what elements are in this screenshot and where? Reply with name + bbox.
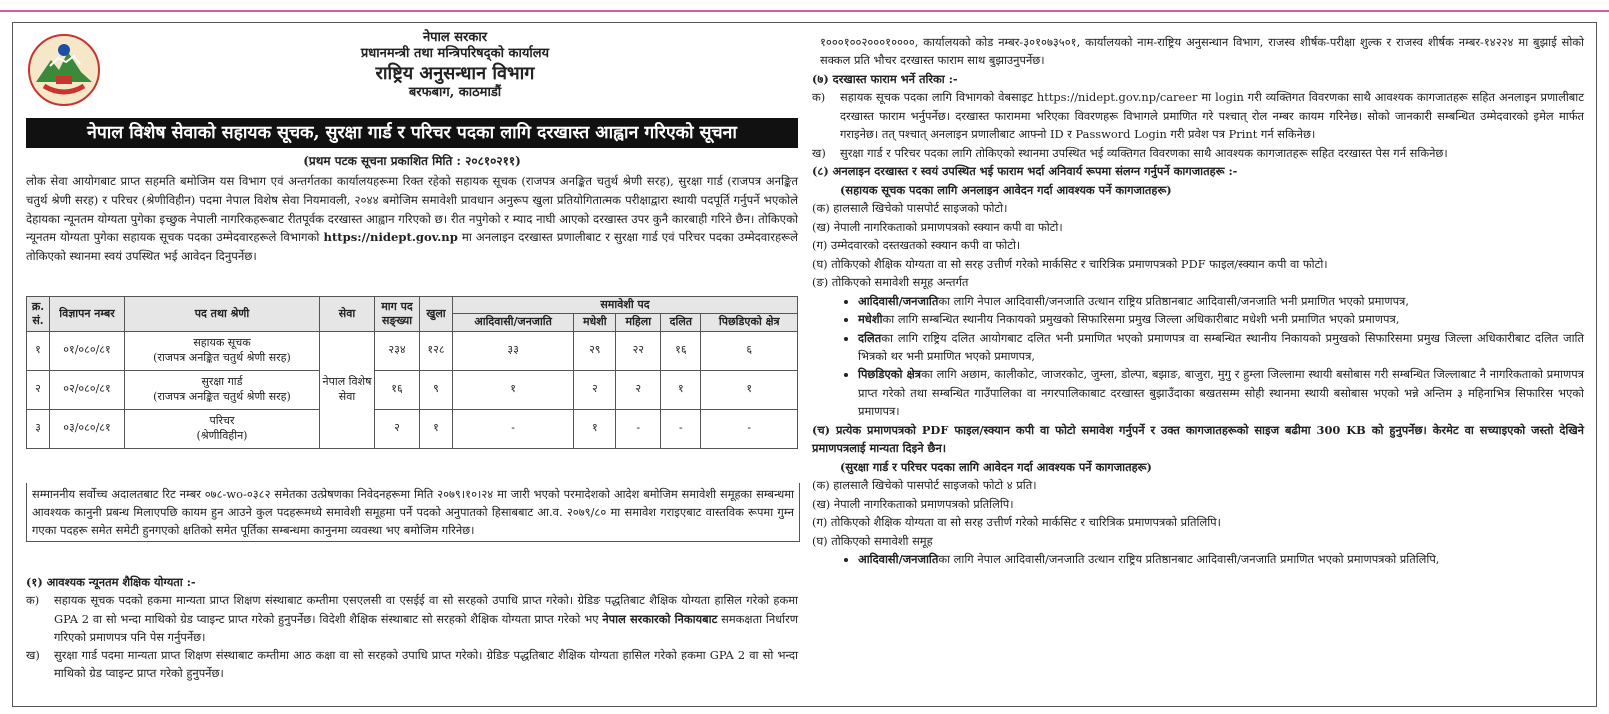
right-column — [812, 33, 1584, 569]
nepal-emblem-icon — [26, 32, 102, 108]
table-row: ३ ०३/०८०/८१ परिचर (श्रेणीविहीन) २ १ - १ - - - — [27, 409, 798, 448]
list-item: (घ) तोकिएको समावेशी समूह — [812, 533, 933, 548]
qualification-section — [26, 573, 798, 683]
table-row: २ ०२/०८०/८१ सुरक्षा गार्ड (राजपत्र अनङ्कित चतुर्थ श्रेणी सरह) १६ ९ १ २ २ १ १ — [27, 370, 798, 409]
subheading: (सहायक सूचक पदका लागि अनलाइन आवेदन गर्दा आवश्यक पर्ने कागजातहरू) — [840, 182, 1172, 197]
section-heading: (८) अनलाइन दरखास्त र स्वयं उपस्थित भई फाराम भर्दा अनिवार्य रूपमा संलग्न गर्नुपर्ने कागजातहरू :- — [812, 164, 1238, 179]
vacancy-table: क्र. सं. विज्ञापन नम्बर पद तथा श्रेणी सेवा माग पद सङ्ख्या खुला समावेशी पद आदिवासी/जनजाति मधेशी महिला दलित पिछडिएको क्षेत्र १ ०१/०८०/८१ सहायक सूचक (राजपत्र अनङ्कित चतुर्थ श्रेणी सरह) नेपाल विशेष सेवा २३४ १२८ ३३ २९ २२ १६ ६ २ ०२/०८०/८१ सुरक्षा गार्ड (राजपत्र अनङ्कित चतुर्थ श्रेणी सरह) १६ ९ १ २ २ १ १ ३ ०३/०८०/८१ परिचर (श्रेणीविहीन) २ १ - १ - - - — [26, 296, 798, 449]
list-item: ख) सुरक्षा गार्ड र परिचर पदका लागि तोकिएको स्थानमा उपस्थित भई व्यक्तिगत विवरणका साथै आवश्यक कागजातहरू सहित दरखास्त पेस गर्न सकिनेछ। — [812, 145, 1448, 160]
top-rule — [0, 10, 1609, 12]
list-item: (क) हालसालै खिचेको पासपोर्ट साइजको फोटो ४ प्रति। — [812, 478, 1037, 493]
department-address: बरफबाग, काठमाडौं — [408, 85, 502, 100]
inclusive-group-list: • आदिवासी/जनजातिका लागि नेपाल आदिवासी/जनजाति उत्थान राष्ट्रिय प्रतिष्ठानबाट आदिवासी/जनजाति भनी प्रमाणित भएको प्रमाणपत्र, • मधेशीका लागि सम्बन्धित स्थानीय निकायको प्रमुखको सिफारिसमा प्रमुख जिल्ला अधिकारीबाट मधेशी भनी प्रमाणित भएको प्रमाणपत्र, • दलितका लागि राष्ट्रिय दलित आयोगबाट दलित भनी प्रमाणित भएको प्रमाणपत्र वा सम्बन्धित स्थानीय निकायको प्रमुखको सिफारिसमा प्रमुख जिल्ला अधिकारीबाट दलित जाति भित्रको थर भनी प्रमाणित भएको प्रमाणपत्र, • पिछडिएको क्षेत्रका लागि अछाम, कालीकोट, जाजरकोट, जुम्ला, डोल्पा, बझाङ, बाजुरा, मुगु र हुम्ला जिल्लामा स्थायी बसोबास गरी सम्बन्धित जिल्लाबाट नै नागरिकताको प्रमाणपत्र प्राप्त गरेको तथा सम्बन्धित गाउँपालिका वा नगरपालिकाबाट दरखास्त बुझाउँदाका बखतसम्म सोही स्थानमा स्थायी बसोबास भएको भन्ने अन्तिम ३ महिनाभित्र सिफारिस भएको प्रमाणपत्र। — [812, 292, 1584, 421]
inclusive-group-list: • आदिवासी/जनजातिका लागि नेपाल आदिवासी/जनजाति उत्थान राष्ट्रिय प्रतिष्ठानबाट आदिवासी/जनजाति प्रमाणित भएको प्रमाणपत्रको प्रतिलिपि, — [812, 550, 1584, 568]
list-item: क) सहायक सूचक पदको हकमा मान्यता प्राप्त शिक्षण संस्थाबाट कम्तीमा एसएलसी वा एसईई वा सो सरहको उपाधि प्राप्त गरेको। ग्रेडिङ पद्धतिबाट शैक्षिक योग्यता हासिल गरेको हकमा GPA 2 वा सो भन्दा माथिको ग्रेड प्वाइन्ट प्राप्त गरेको हुनुपर्नेछ। विदेशी शैक्षिक संस्थाबाट सो सरहको शैक्षिक योग्यता प्राप्त गरेको भए नेपाल सरकारको निकायबाट समकक्षता निर्धारण गरिएको प्रमाणपत्र पनि पेस गर्नुपर्नेछ। — [26, 593, 798, 644]
list-item: (घ) तोकिएको शैक्षिक योग्यता वा सो सरह उत्तीर्ण गरेको मार्कसिट र चारित्रिक प्रमाणपत्रको PDF फाइल/स्क्यान कपी वा फोटो। — [812, 256, 1328, 271]
court-order-note: सम्माननीय सर्वोच्च अदालतबाट रिट नम्बर ०७८-wo-०३८२ समेतका उत्प्रेषणका निवेदनहरूमा मिति २०७९।१०।२४ मा जारी भएको परमादेशको आदेश बमोजिम समावेशी समूहका सम्बन्धमा आवश्यक कानुनी प्रबन्ध मिलाएपछि कायम हुन आउने कुल पदहरूमध्ये समावेशी समूहमा पर्ने पदको अनुपातको हिसाबबाट आ.व. २०७९/८० मा समावेश गराइएबाट वास्तविक रूपमा गुम्न गएका पदहरू समेत समेटी हुनगएको क्षतिको समेत पूर्तिका सम्बन्धमा कानुनमा व्यवस्था भए बमोजिम गरिनेछ। — [26, 483, 800, 542]
list-item: (ख) नेपाली नागरिकताको प्रमाणपत्रको स्क्यान कपी वा फोटो। — [812, 219, 1063, 234]
table-row: १ ०१/०८०/८१ सहायक सूचक (राजपत्र अनङ्कित चतुर्थ श्रेणी सरह) नेपाल विशेष सेवा २३४ १२८ ३३ २९ २२ १६ ६ — [27, 331, 798, 370]
list-item: (ङ) तोकिएको समावेशी समूह अन्तर्गत — [812, 275, 969, 290]
notice-title: नेपाल विशेष सेवाको सहायक सूचक, सुरक्षा गार्ड र परिचर पदका लागि दरखास्त आह्वान गरिएको सूचना — [26, 118, 798, 148]
publish-date: (प्रथम पटक सूचना प्रकाशित मिति : २०८१०२११) — [303, 154, 521, 168]
govt-name: नेपाल सरकार — [422, 30, 488, 45]
list-item: (च) प्रत्येक प्रमाणपत्रको PDF फाइल/स्क्यान कपी वा फोटो समावेश गर्नुपर्ने र उक्त कागजातहरूको साइज बढीमा 300 KB को हुनुपर्नेछ। केरमेट वा सच्याइएको जस्तो देखिने प्रमाणपत्रलाई मान्यता दिइने छैन। — [812, 422, 1584, 456]
ministry-name: प्रधानमन्त्री तथा मन्त्रिपरिषद्को कार्यालय — [360, 46, 550, 62]
list-item: क) सहायक सूचक पदका लागि विभागको वेबसाइट https://nidept.gov.np/career मा login गरी व्यक्तिगत विवरणका साथै आवश्यक कागजातहरू सहित अनलाइन प्रणालीबाट दरखास्त फाराम भर्नुपर्नेछ। दरखास्त फाराममा भरिएका विवरणहरू विभागले प्रमाणित गरे पश्चात् रोल नम्बर कायम गरिनेछ। सोको जानकारी सम्बन्धित उम्मेदवारको इमेल मार्फत गराइनेछ। तत् पश्चात् अनलाइन प्रणालीबाट आफ्नो ID र Password Login गरी प्रवेश पत्र Print गर्न सकिनेछ। — [812, 90, 1584, 142]
section-heading: (१) आवश्यक न्यूनतम शैक्षिक योग्यता :- — [26, 575, 196, 589]
intro-paragraph: लोक सेवा आयोगबाट प्राप्त सहमति बमोजिम यस विभाग एवं अन्तर्गतका कार्यालयहरूमा रिक्त रहेको सहायक सूचक (राजपत्र अनङ्कित चतुर्थ श्रेणी सरह), सुरक्षा गार्ड (राजपत्र अनङ्कित चतुर्थ श्रेणी सरह) र परिचर (श्रेणीविहीन) पदमा नेपाल विशेष सेवा नियमावली, २०४४ बमोजिम समावेशी प्रावधान अनुरूप खुला प्रतियोगितात्मक परीक्षाद्वारा स्थायी पदपूर्ति गर्नुपर्ने भएकोले देहायका न्यूनतम योग्यता पुगेका इच्छुक नेपाली नागरिकहरूबाट रीतपूर्वक दरखास्त आह्वान गरिएको छ। रीत नपुगेको र म्याद नाघी आएको दरखास्त उपर कुनै कारबाही गरिने छैन। तोकिएको न्यूनतम योग्यता पुगेका सहायक सूचक पदका उम्मेदवारहरूले विभागको https://nidept.gov.np मा अनलाइन दरखास्त प्रणालीबाट र सुरक्षा गार्ड एवं परिचर पदका उम्मेदवारहरूले तोकिएको स्थानमा स्वयं उपस्थित भई आवेदन दिनुपर्नेछ। — [26, 174, 799, 264]
section-heading: (७) दरखास्त फाराम भर्ने तरिका :- — [812, 71, 958, 86]
list-item: (ग) तोकिएको शैक्षिक योग्यता वा सो सरह उत्तीर्ण गरेको मार्कसिट र चारित्रिक प्रमाणपत्रको प्रतिलिपि। — [812, 515, 1221, 530]
list-item: ख) सुरक्षा गार्ड पदमा मान्यता प्राप्त शिक्षण संस्थाबाट कम्तीमा आठ कक्षा वा सो सरहको उपाधि प्राप्त गरेको। ग्रेडिङ पद्धतिबाट शैक्षिक योग्यता हासिल गरेको हकमा GPA 2 वा सो भन्दा माथिको ग्रेड प्वाइन्ट प्राप्त गरेको हुनुपर्नेछ। — [26, 648, 798, 681]
subheading: (सुरक्षा गार्ड र परिचर पदका लागि आवेदन गर्दा आवश्यक पर्ने कागजातहरू) — [840, 459, 1152, 474]
list-item: (ख) नेपाली नागरिकताको प्रमाणपत्रको प्रतिलिपि। — [812, 496, 1014, 511]
list-item: (क) हालसालै खिचेको पासपोर्ट साइजको फोटो। — [812, 201, 1008, 216]
fee-continuation: १०००१००२०००१००००, कार्यालयको कोड नम्बर-३०१०७३५०१, कार्यालयको नाम-राष्ट्रिय अनुसन्धान विभाग, राजस्व शीर्षक-परीक्षा शुल्क र राजस्व शीर्षक नम्बर-१४२२४ मा बुझाई सोको सक्कल प्रति भौचर दरखास्त फाराम साथ बुझाउनुपर्नेछ। — [820, 35, 1584, 68]
department-name: राष्ट्रिय अनुसन्धान विभाग — [375, 62, 535, 84]
dept-url-link[interactable]: https://nidept.gov.np — [323, 230, 458, 245]
office-header — [110, 30, 800, 101]
list-item: (ग) उम्मेदवारको दस्तखतको स्क्यान कपी वा फोटो। — [812, 238, 1021, 253]
service-cell: नेपाल विशेष सेवा — [320, 331, 375, 448]
